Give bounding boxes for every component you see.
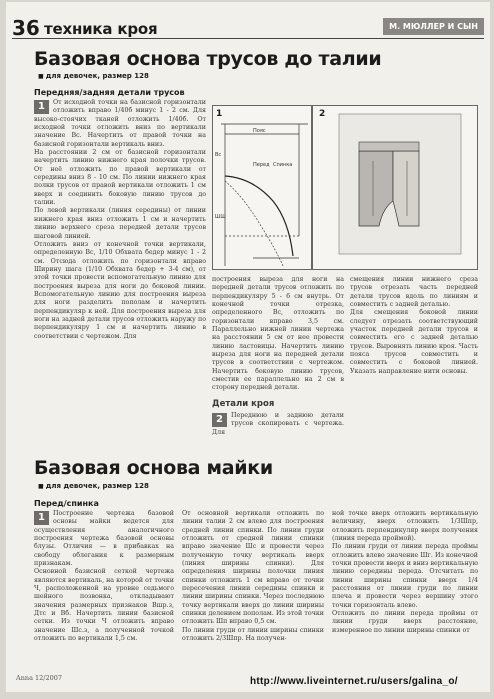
text-column-5 [182,510,324,644]
paragraph: ной точке вверх отложить вертикальную величину, вверх отложить 1/3Шпр, отложить перпендикуляр вверх получения (линия переда проймой). [332,510,478,543]
step-badge: 2 [212,413,227,427]
text-column-2 [212,276,344,437]
paragraph: Отложить вниз от конечной точки вертикали, определенную Вс, 1/10 Обхвата бедер минус 1 - 2 см. Отсюда отложить по горизонтали вправо Ширину шага (1/10 Обхвата бедер + 3-4 см), от этой точки провести вспомогательную линию для построения выреза для ноги до боковой линии. Вспомогательную линию для построения выреза для ноги разделить пополам и начертить перпендикуляр к ней. Для построения выреза для ноги на задней детали трусов отложить наружу по перпендикуляру 1 см и начертить линию в соответствии с чертежом. Для [34,240,206,340]
subsection-heading: Перед/спинка [34,499,99,508]
paragraph: По левой вертикали (линия середины) от линии нижнего края вниз отложить 1 см и начертить линию верхнего среза передней детали трусов шаговой линией. [34,207,206,240]
paragraph: смещения линии нижнего среза трусов отрезать часть передней детали трусов вдоль по линиям и совместить с задней деталью. [350,276,478,309]
pattern-draft-figure [212,105,312,270]
paragraph: Построение чертежа базовой основы майки ведется для осуществления аналогичного построения чертежа базовой основы блузы. Отличия — в прибавках на свободу облегания к размерным признакам. [34,510,174,568]
step-badge: 1 [34,100,49,114]
paragraph: От основной вертикали отложить по линии талии 2 см влево для построения средней линии спинки. По линии груди отложить от средней линии спинки вправо значение Шс и провести через полученную точку вертикаль вверх (линия ширины спинки). Для определения ширины полочки линия спинки отложить 1 см вправо от точки пересечения линии середины спинки и линии ширины спинки. Через последнюю точку вертикали вверх до линии ширины спинки делением пополам. Из этой точки отложить Шп вправо 0,5 см. [182,510,324,626]
label-shw: ШШ [215,214,226,220]
label-waist: Пояс [253,128,266,134]
step-badge: 1 [34,511,49,525]
paragraph: Для смещения боковой линии следует отрезать соответствующий участок передней детали трусов и совместить его с задней деталью трусов. Выровнять линию кроя. Часть пояса трусов совместить и совместить с боковой линией. Указать направление нити основы. [350,309,478,375]
paragraph: построения выреза для ноги на передней детали трусов отложить по перпендикуляру 5 - 6 см внутрь. От конечной точки отрезка, определенного Вс, отложить по горизонтали вправо 3,5 см. Параллельно нижней линии чертежа на расстоянии 5 см от нее провести линию ластовицы. Начертить линию выреза для ноги на передней детали трусов в соответствии с чертежом. Начертить боковую линию трусов, сместив ее параллельно на 2 см в сторону передней детали. [212,276,344,392]
cut-pieces-diagram [313,106,479,271]
details-heading: Детали кроя [212,398,275,409]
label-front: Перед [253,162,270,168]
header-divider [12,38,484,39]
source-watermark: http://www.liveinternet.ru/users/galina_o/ [250,676,458,687]
label-ws: Вс [215,152,222,158]
paragraph: На расстоянии 2 см от базисной горизонтали начертить линию нижнего края полочки трусов. От неё отложить по правой вертикали от середины вниз 8 - 10 см. По линии нижнего края полки трусов от правой вертикали отложить 1 см вверх и соединить боковую линию трусов до талии. [34,149,206,207]
page-number: 36 [12,16,40,40]
brand-badge: М. МЮЛЛЕР И СЫН [383,18,484,35]
text-column-3 [350,276,478,376]
pattern-draft-diagram [213,106,313,271]
figure-number: 2 [319,109,326,119]
article-title: Базовая основа трусов до талии [34,48,382,70]
figure-number: 1 [216,109,223,119]
cut-pieces-figure [312,105,478,270]
paragraph: По линии груди от линии ширины спинки отложить 2/3Шпр. На получен- [182,626,324,643]
audience-label: ■ для девочек, размер 128 [38,482,149,490]
text-column-1 [34,99,206,341]
article-title: Базовая основа майки [34,457,273,479]
paragraph: По линии груди от линии переда проймы отложить влево значение Шг. Из конечной точки провести вверх и вниз вертикальную линию середины переда. Отсчитать по линии ширины спинки вверх 1/4 расстояния от линии груди по линии плеча и провести через вершину этого точки горизонталь влево. [332,543,478,609]
section-title: техника кроя [44,20,158,38]
paragraph: Переднюю и заднюю детали трусов скопировать с чертежа. Для [212,411,344,436]
paragraph: Основной базисной сеткой чертежа являются вертикаль, на которой от точки Ч, расположенной на уровне седьмого шейного позвонка, откладывают значения размерных признаков Вшр.з, Дтс и Вб. Начертить линии базисной сетки. Из точки Ч отложить вправо значение Шс.з, а полученной точкой отложить по вертикали 1,5 см. [34,568,174,643]
subsection-heading: Передняя/задняя детали трусов [34,88,185,97]
paragraph: Отложить по линии переда проймы от линии груди вверх расстояние, измеренное по линии ширины спинки от [332,610,478,634]
issue-footer: Anna 12/2007 [16,674,63,682]
label-back: Спинка [273,162,293,168]
paragraph: От исходной точки на базисной горизонтали отложить вправо 1/40б минус 1 - 2 см. Для высоко-стоячих тканей отложить 1/40б. От исходной точки отложить вниз по вертикали значение Вс. Начертить от правой точки на базисной горизонтали вертикаль вниз. [34,99,206,148]
audience-label: ■ для девочек, размер 128 [38,72,149,80]
text-column-4 [34,510,174,644]
text-column-6 [332,510,478,635]
magazine-page [6,2,490,692]
